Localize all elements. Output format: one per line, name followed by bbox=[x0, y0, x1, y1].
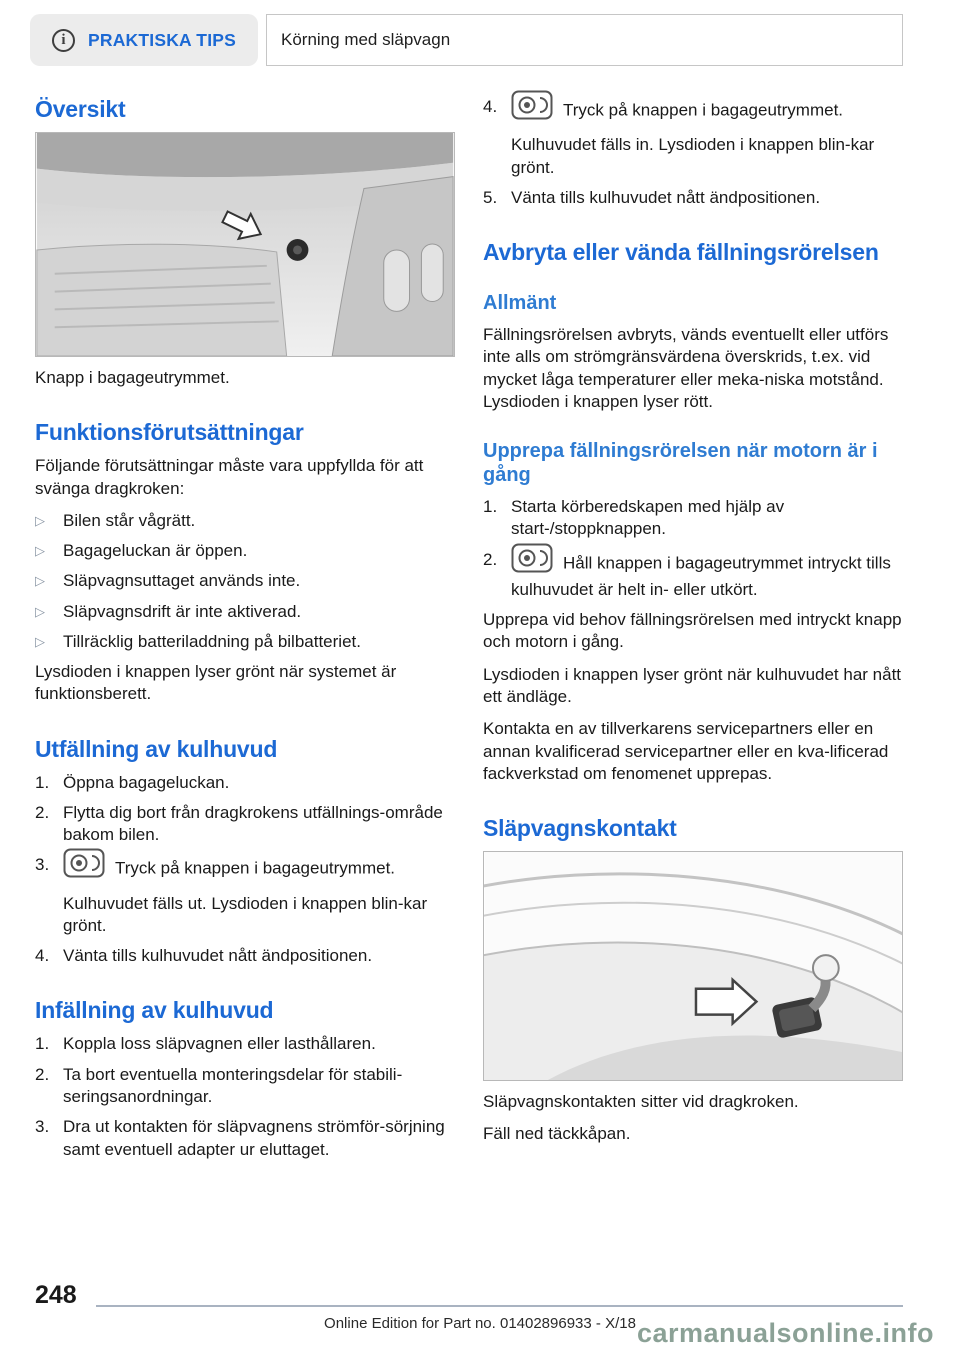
right-column bbox=[483, 96, 903, 1169]
heading-upprepa: Upprepa fällningsrörelsen när motorn är i gång bbox=[483, 440, 878, 487]
chapter-title: Körning med släpvagn bbox=[281, 30, 451, 49]
info-icon: i bbox=[52, 29, 75, 52]
numbered-step bbox=[35, 772, 455, 794]
step-number: 4. bbox=[483, 97, 498, 116]
triangle-bullet-icon: ▷ bbox=[35, 512, 45, 528]
bullet-text: Tillräcklig batteriladdning på bilbatteriet. bbox=[63, 631, 361, 651]
edition-note: Online Edition for Part no. 01402896933 - X/18 bbox=[324, 1315, 636, 1332]
step-text: Dra ut kontakten för släpvagnens strömför-sörjning samt eventuell adapter ur eluttaget. bbox=[63, 1117, 445, 1159]
content-columns bbox=[35, 96, 903, 1169]
numbered-step bbox=[483, 496, 903, 541]
list-item bbox=[35, 540, 455, 562]
numbered-step bbox=[35, 1116, 455, 1161]
trunk-button-illustration bbox=[35, 132, 455, 357]
step-body bbox=[511, 96, 903, 179]
numbered-step bbox=[483, 187, 903, 209]
triangle-bullet-icon: ▷ bbox=[35, 543, 45, 559]
footer-divider bbox=[96, 1305, 903, 1307]
numbered-step bbox=[35, 1064, 455, 1109]
chapter-title-box bbox=[266, 14, 903, 66]
trunk-illustration-svg bbox=[35, 132, 455, 357]
step-text: Vänta tills kulhuvudet nått ändpositionen. bbox=[63, 946, 373, 966]
step-text: Tryck på knappen i bagageutrymmet. bbox=[563, 100, 844, 120]
numbered-step bbox=[35, 1033, 455, 1055]
triangle-bullet-icon: ▷ bbox=[35, 603, 45, 619]
step-number: 4. bbox=[35, 946, 50, 966]
step-body bbox=[511, 549, 903, 602]
hitch-button-icon bbox=[63, 848, 105, 884]
step-result-text: Kulhuvudet fälls in. Lysdioden i knappen blin-kar grönt. bbox=[511, 135, 875, 177]
praktiska-tips-badge bbox=[30, 14, 258, 66]
step-text: Ta bort eventuella monteringsdelar för stabili-seringsanordningar. bbox=[63, 1064, 403, 1106]
heading-infallning: Infällning av kulhuvud bbox=[35, 997, 274, 1024]
step-number: 1. bbox=[35, 772, 50, 792]
hitch-illustration-svg bbox=[483, 851, 903, 1081]
step-number: 2. bbox=[35, 802, 50, 822]
step-text: Flytta dig bort från dragkrokens utfällnings-område bakom bilen. bbox=[63, 802, 443, 845]
funk-intro: Följande förutsättningar måste vara uppfyllda för att svänga dragkroken: bbox=[35, 456, 424, 498]
heading-allmant: Allmänt bbox=[483, 292, 557, 315]
triangle-bullet-icon: ▷ bbox=[35, 573, 45, 589]
step-text: Öppna bagageluckan. bbox=[63, 772, 230, 792]
heading-oversikt: Översikt bbox=[35, 96, 126, 122]
page-number: 248 bbox=[35, 1281, 77, 1309]
step-text: Vänta tills kulhuvudet nått ändpositionen. bbox=[511, 187, 821, 207]
page-header bbox=[30, 14, 903, 66]
paragraph: Kontakta en av tillverkarens servicepartners eller en annan kvalificerad servicepartner eller en kva-lificerad fackverkstad om fenomenet upprepas. bbox=[483, 719, 889, 783]
numbered-step bbox=[35, 802, 455, 847]
paragraph: Upprepa vid behov fällningsrörelsen med intryckt knapp och motorn i gång. bbox=[483, 610, 902, 652]
numbered-step bbox=[483, 549, 903, 602]
list-item bbox=[35, 510, 455, 532]
trunk-illustration-caption: Knapp i bagageutrymmet. bbox=[35, 367, 230, 387]
paragraph: Lysdioden i knappen lyser grönt när kulhuvudet har nått ett ändläge. bbox=[483, 664, 902, 706]
step-text: Håll knappen i bagageutrymmet intryckt tills kulhuvudet är helt in- eller utkört. bbox=[511, 553, 891, 599]
funk-outro: Lysdioden i knappen lyser grönt när systemet är funktionsberett. bbox=[35, 662, 397, 704]
hitch-caption: Släpvagnskontakten sitter vid dragkroken. bbox=[483, 1092, 799, 1112]
step-number: 2. bbox=[35, 1064, 50, 1084]
heading-slapvagnskontakt: Släpvagnskontakt bbox=[483, 815, 677, 842]
step-number: 1. bbox=[483, 497, 498, 517]
bullet-text: Släpvagnsdrift är inte aktiverad. bbox=[63, 601, 302, 621]
step-number: 3. bbox=[35, 855, 50, 875]
trailer-hitch-illustration bbox=[483, 851, 903, 1081]
hitch-button-icon bbox=[511, 543, 553, 579]
step-number: 5. bbox=[483, 187, 498, 207]
list-item bbox=[35, 570, 455, 592]
allmant-text: Fällningsrörelsen avbryts, vänds eventuellt eller utförs inte alls om strömgränsvärdena överskrids, t.ex. vid mycket låga temperaturer eller meka-niska motstånd. Lysdioden i knappen lyser rött. bbox=[483, 325, 889, 411]
watermark: carmanualsonline.info bbox=[636, 1318, 934, 1348]
heading-funktionsforutsattningar: Funktionsförutsättningar bbox=[35, 419, 304, 446]
list-item bbox=[35, 631, 455, 653]
bullet-text: Bilen står vågrätt. bbox=[63, 510, 196, 530]
heading-avbryta: Avbryta eller vända fällningsrörelsen bbox=[483, 239, 879, 266]
bullet-text: Bagageluckan är öppen. bbox=[63, 541, 248, 561]
heading-utfallning: Utfällning av kulhuvud bbox=[35, 735, 278, 762]
numbered-step bbox=[35, 854, 455, 937]
step-number: 3. bbox=[35, 1117, 50, 1137]
hitch-caption-2: Fäll ned täckkåpan. bbox=[483, 1124, 631, 1144]
hitch-button-icon bbox=[511, 90, 553, 126]
step-body bbox=[63, 854, 455, 937]
step-number: 2. bbox=[483, 549, 498, 569]
step-number: 1. bbox=[35, 1034, 50, 1054]
step-text: Starta körberedskapen med hjälp av start-/stoppknappen. bbox=[511, 497, 785, 539]
numbered-step bbox=[35, 945, 455, 967]
step-text: Tryck på knappen i bagageutrymmet. bbox=[115, 859, 396, 879]
bullet-text: Släpvagnsuttaget används inte. bbox=[63, 571, 301, 591]
numbered-step bbox=[483, 96, 903, 179]
left-column bbox=[35, 96, 455, 1169]
step-result-text: Kulhuvudet fälls ut. Lysdioden i knappen blin-kar grönt. bbox=[63, 893, 428, 935]
badge-label: PRAKTISKA TIPS bbox=[88, 29, 236, 50]
list-item bbox=[35, 601, 455, 623]
step-text: Koppla loss släpvagnen eller lasthållaren. bbox=[63, 1034, 376, 1054]
triangle-bullet-icon: ▷ bbox=[35, 633, 45, 649]
